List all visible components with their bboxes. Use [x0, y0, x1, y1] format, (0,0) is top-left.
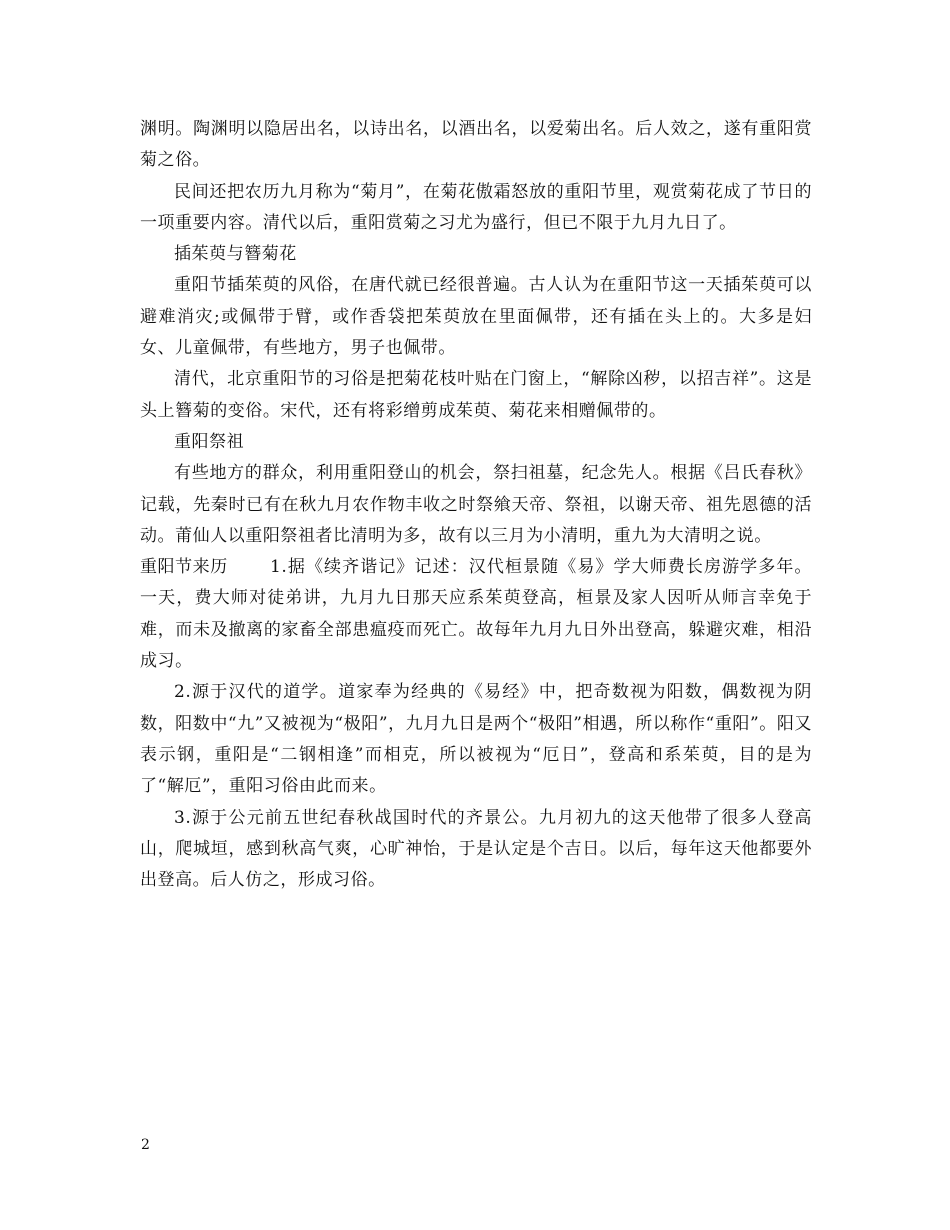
body-text — [140, 114, 812, 896]
paragraph-ancestor-worship: 有些地方的群众，利用重阳登山的机会，祭扫祖墓，纪念先人。根据《吕氏春秋》记载，先秦时已有在秋九月农作物丰收之时祭飨天帝、祭祖，以谢天帝、祖先恩德的活动。莆仙人以重阳祭祖者比清明为多，故有以三月为小清明，重九为大清明之说。 — [140, 463, 812, 546]
paragraph-chrysanthemum-origin: 渊明。陶渊明以隐居出名，以诗出名，以酒出名，以爱菊出名。后人效之，遂有重阳赏菊之俗。 — [140, 119, 812, 171]
page-number: 2 — [141, 1137, 150, 1153]
section-heading-origin: 重阳节来历 — [140, 557, 228, 578]
paragraph-cornel-custom: 重阳节插茱萸的风俗，在唐代就已经很普遍。古人认为在重阳节这一天插茱萸可以避难消灾;或佩带于臂，或作香袋把茱萸放在里面佩带，还有插在头上的。大多是妇女、儿童佩带，有些地方，男子也佩带。 — [140, 275, 812, 359]
paragraph-chrysanthemum-month: 民间还把农历九月称为“菊月”，在菊花傲霜怒放的重阳节里，观赏菊花成了节日的一项重要内容。清代以后，重阳赏菊之习尤为盛行，但已不限于九月九日了。 — [140, 181, 812, 233]
origin-1-text: 1.据《续齐谐记》记述：汉代桓景随《易》学大师费长房游学多年。一天，费大师对徒弟讲，九月九日那天应系茱萸登高，桓景及家人因听从师言幸免于难，而未及撤离的家畜全部患瘟疫而死亡。故每年九月九日外出登高，躲避灾难，相沿成习。 — [140, 557, 812, 672]
paragraph-origin-2: 2.源于汉代的道学。道家奉为经典的《易经》中，把奇数视为阳数，偶数视为阴数，阳数中“九”又被视为“极阳”，九月九日是两个“极阳”相遇，所以称作“重阳”。阳又表示钢，重阳是“二钢相逢”而相克，所以被视为“厄日”，登高和系茱萸，目的是为了“解厄”，重阳习俗由此而来。 — [140, 682, 812, 797]
section-heading-ancestor-worship: 重阳祭祖 — [174, 431, 245, 452]
section-heading-cornel-chrysanthemum: 插茱萸与簪菊花 — [174, 244, 297, 265]
paragraph-origin-1 — [140, 552, 812, 677]
paragraph-qing-custom: 清代，北京重阳节的习俗是把菊花枝叶贴在门窗上，“解除凶秽，以招吉祥”。这是头上簪菊的变俗。宋代，还有将彩缯剪成茱萸、菊花来相赠佩带的。 — [140, 369, 812, 421]
paragraph-origin-3: 3.源于公元前五世纪春秋战国时代的齐景公。九月初九的这天他带了很多人登高山，爬城垣，感到秋高气爽，心旷神怡，于是认定是个吉日。以后，每年这天他都要外出登高。后人仿之，形成习俗。 — [140, 807, 812, 891]
